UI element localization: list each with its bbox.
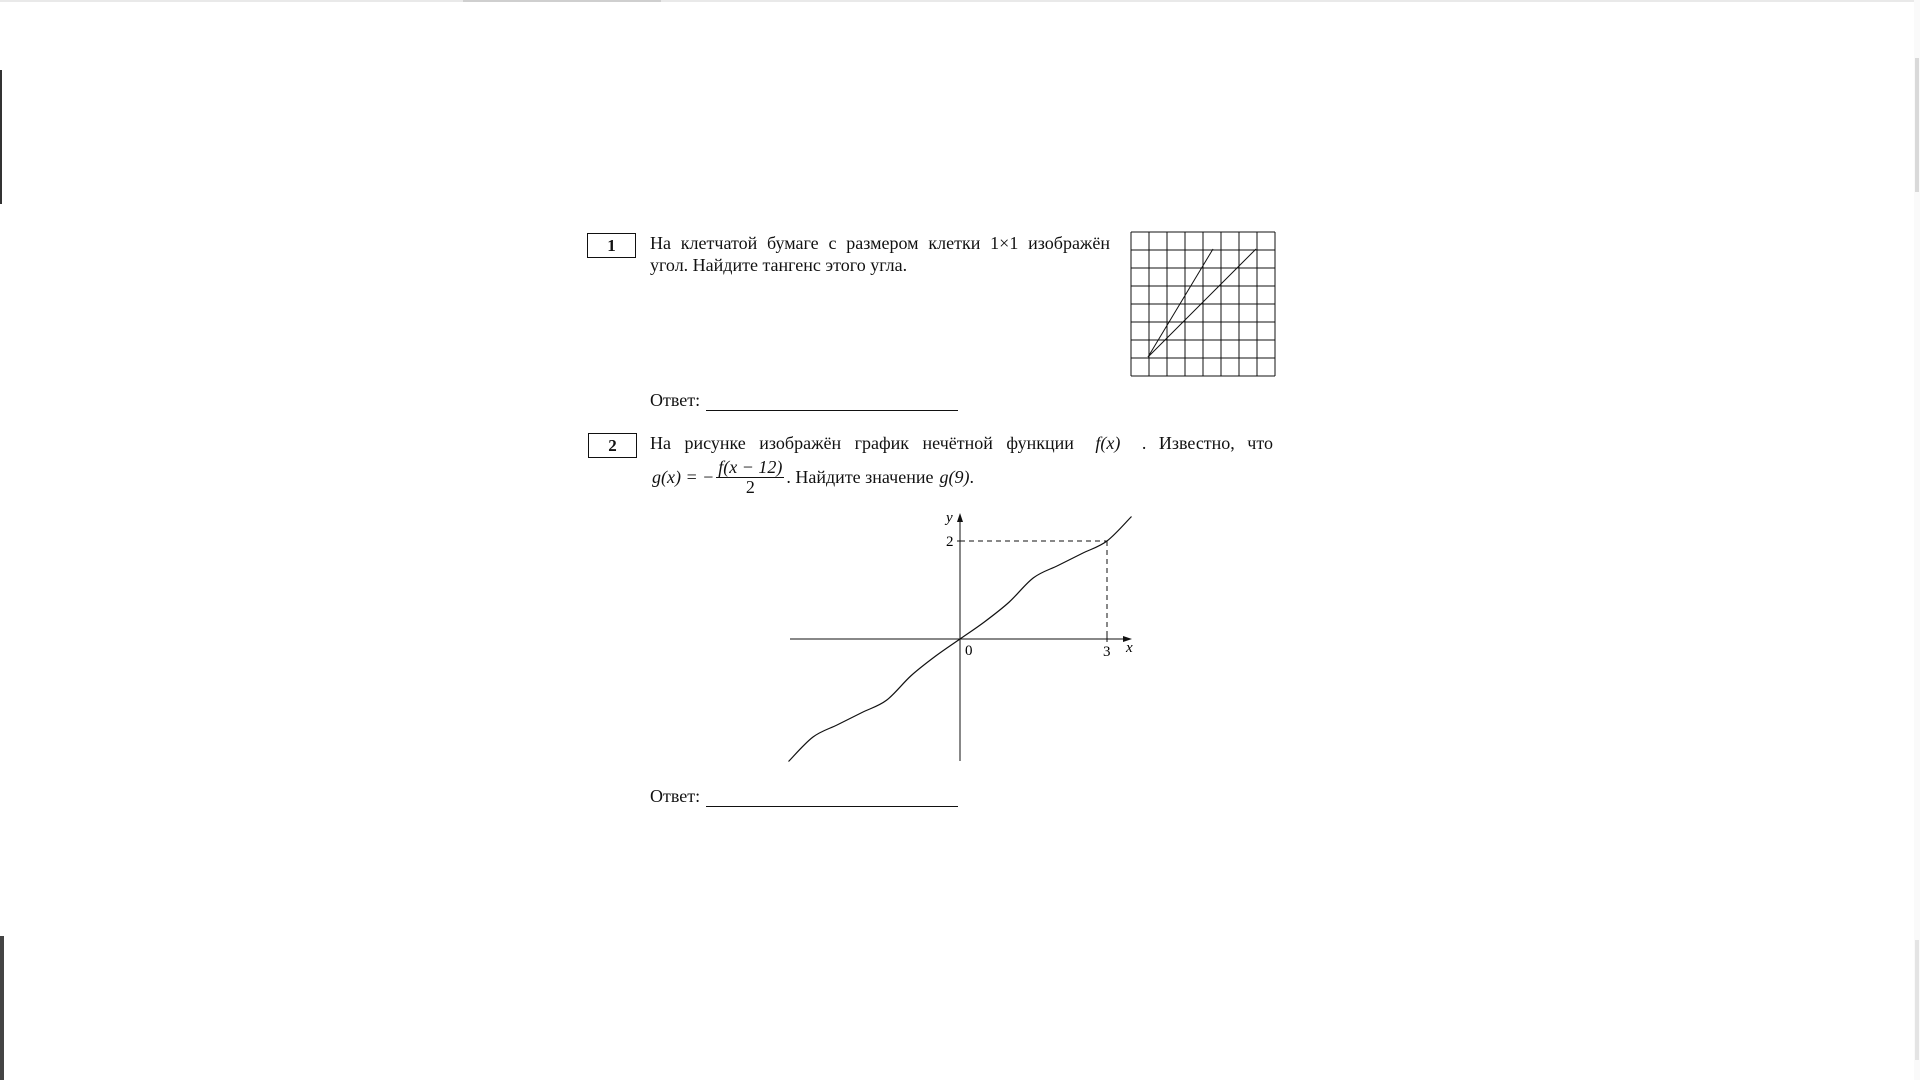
- formula-numerator: f(x − 12): [718, 457, 783, 477]
- task-2-text-main: На рисунке изображён график нечётной функции: [650, 433, 1074, 453]
- task-1-answer: [650, 390, 958, 411]
- task-2-answer-field[interactable]: [706, 792, 958, 807]
- top-bar-tab: [463, 0, 661, 2]
- task-2-number: 2: [588, 433, 637, 458]
- left-edge-marker-bottom: [0, 936, 4, 1080]
- formula-fraction: [716, 458, 784, 497]
- x-tick-label: 3: [1103, 644, 1111, 660]
- task-1-answer-field[interactable]: [706, 396, 958, 411]
- formula-target: g(9): [939, 467, 970, 487]
- task-2-text: [650, 432, 1273, 454]
- y-axis-label: y: [946, 510, 953, 526]
- scrollbar-thumb-lower: [1915, 940, 1919, 1060]
- task-1-text: На клетчатой бумаге с размером клетки 1×1 изображён угол. Найдите тангенс этого угла.: [650, 233, 1110, 275]
- top-bar: [0, 0, 1920, 2]
- task-2-text-known: . Известно, что: [1141, 433, 1273, 453]
- task-1-number: 1: [587, 233, 636, 258]
- task-2-text-fx: f(x): [1095, 433, 1121, 453]
- grid-angle-figure: [1130, 231, 1276, 377]
- scrollbar[interactable]: [1914, 0, 1920, 1080]
- formula-lhs: g(x) = −: [652, 467, 715, 487]
- task-2-answer-label: Ответ:: [650, 786, 701, 806]
- y-axis-arrow: [957, 513, 963, 522]
- formula-tail: . Найдите значение: [786, 467, 934, 487]
- task-2-formula: [652, 458, 974, 497]
- function-graph: [780, 505, 1140, 765]
- y-tick-label: 2: [946, 534, 954, 550]
- task-1-answer-label: Ответ:: [650, 390, 701, 410]
- origin-label: 0: [965, 643, 973, 659]
- angle-ray-shallow: [1148, 249, 1256, 357]
- x-axis-label: x: [1126, 640, 1133, 656]
- task-2-answer: [650, 786, 958, 807]
- scrollbar-thumb[interactable]: [1915, 58, 1919, 192]
- left-edge-marker: [0, 70, 2, 204]
- formula-denominator: 2: [745, 477, 755, 497]
- formula-end: .: [969, 467, 974, 487]
